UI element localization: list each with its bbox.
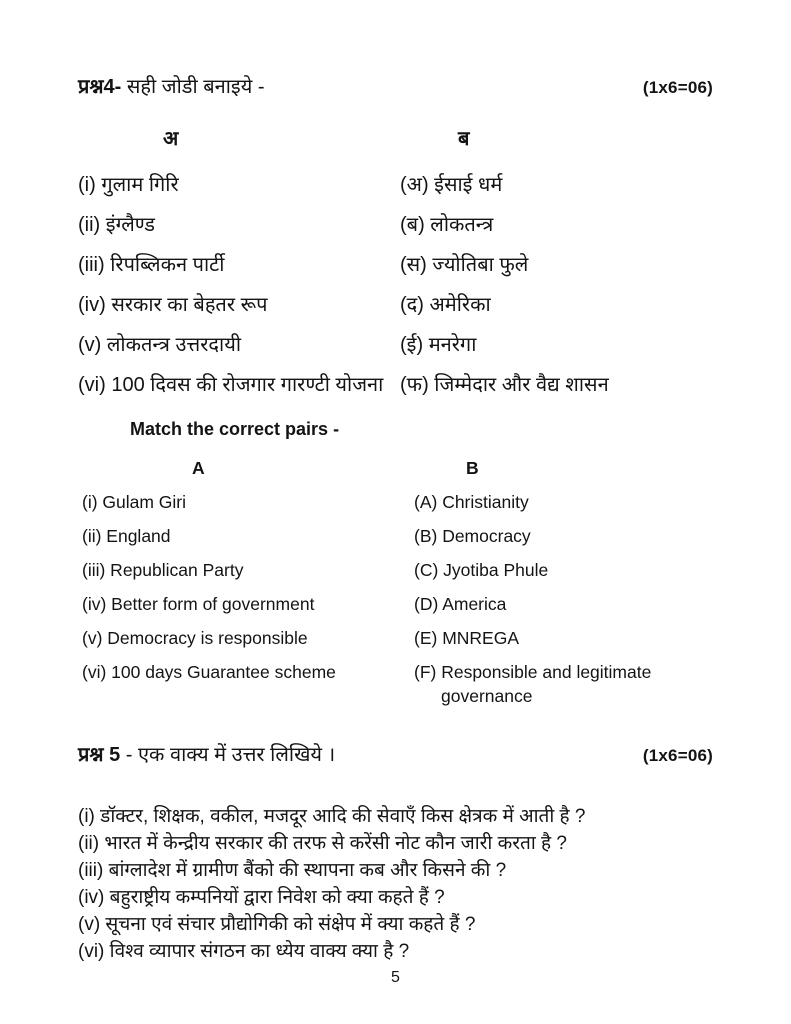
question4-instruction: सही जोडी बनाइये -	[121, 76, 265, 98]
question4-number: प्रश्न4-	[78, 76, 122, 98]
match-en-row-2-left: (ii) England	[82, 526, 171, 546]
match-pairs-english-title: Match the correct pairs -	[130, 419, 340, 439]
q4-row-4-right: (द) अमेरिका	[400, 294, 491, 316]
question5-marks: (1x6=06)	[642, 746, 713, 765]
q4-row-4	[78, 291, 713, 319]
match-en-row-6-right-line2: governance	[441, 686, 533, 706]
match-en-row-3-right: (C) Jyotiba Phule	[414, 560, 549, 580]
q4-row-3-right: (स) ज्योतिबा फुले	[400, 254, 529, 276]
q4-column-b-header: ब	[458, 128, 470, 150]
match-en-row-1-right: (A) Christianity	[414, 492, 529, 512]
question5-header	[78, 740, 713, 767]
match-en-row-3-left: (iii) Republican Party	[82, 560, 244, 580]
match-en-row-5-left: (v) Democracy is responsible	[82, 628, 308, 648]
q4-row-2	[78, 211, 713, 239]
q4-row-6	[78, 371, 713, 399]
match-en-row-6-right-line1: (F) Responsible and legitimate	[414, 662, 652, 682]
q5-question-1: (i) डॉक्टर, शिक्षक, वकील, मजदूर आदि की सेवाएँ किस क्षेत्रक में आती है ?	[78, 806, 586, 827]
match-en-row-4-right: (D) America	[414, 594, 507, 614]
match-en-row-6-right	[414, 660, 713, 708]
page-number: 5	[391, 969, 400, 986]
match-en-row-5	[78, 626, 713, 650]
match-en-row-6-left: (vi) 100 days Guarantee scheme	[82, 662, 336, 682]
question4-header	[78, 72, 713, 99]
q4-row-1	[78, 171, 713, 199]
q4-row-3-left: (iii) रिपब्लिकन पार्टी	[78, 254, 225, 276]
match-en-table	[78, 490, 713, 708]
match-en-row-1-left: (i) Gulam Giri	[82, 492, 187, 512]
match-en-column-a-header: A	[192, 458, 205, 478]
question4-title	[78, 72, 265, 99]
match-en-column-b-header: B	[466, 458, 479, 478]
question4-marks: (1x6=06)	[642, 78, 713, 97]
q4-row-5-left: (v) लोकतन्त्र उत्तरदायी	[78, 334, 242, 356]
question5-title	[78, 740, 335, 767]
match-en-row-4	[78, 592, 713, 616]
q4-column-headers	[78, 125, 713, 153]
match-en-row-4-left: (iv) Better form of government	[82, 594, 315, 614]
q5-question-6: (vi) विश्व व्यापार संगठन का ध्येय वाक्य क्या है ?	[78, 941, 410, 962]
match-en-row-2-right: (B) Democracy	[414, 526, 531, 546]
q4-row-1-left: (i) गुलाम गिरि	[78, 174, 179, 196]
q4-row-5	[78, 331, 713, 359]
q5-question-2: (ii) भारत में केन्द्रीय सरकार की तरफ से करेंसी नोट कौन जारी करता है ?	[78, 833, 567, 854]
question5-instruction: - एक वाक्य में उत्तर लिखिये ।	[120, 744, 336, 766]
q4-row-4-left: (iv) सरकार का बेहतर रूप	[78, 294, 268, 316]
q4-column-a-header: अ	[163, 128, 179, 150]
q5-question-4: (iv) बहुराष्ट्रीय कम्पनियों द्वारा निवेश को क्या कहते हैं ?	[78, 887, 445, 908]
question5-number: प्रश्न 5	[78, 744, 121, 766]
question5-list	[78, 803, 713, 965]
match-en-row-3	[78, 558, 713, 582]
q5-question-5: (v) सूचना एवं संचार प्रौद्योगिकी को संक्षेप में क्या कहते हैं ?	[78, 914, 476, 935]
q4-row-2-right: (ब) लोकतन्त्र	[400, 214, 494, 236]
q4-row-6-right: (फ) जिम्मेदार और वैद्य शासन	[400, 374, 609, 396]
q4-row-6-left: (vi) 100 दिवस की रोजगार गारण्टी योजना	[78, 374, 384, 396]
q4-row-2-left: (ii) इंग्लैण्ड	[78, 214, 155, 236]
match-en-column-headers	[78, 456, 713, 480]
q5-question-3: (iii) बांग्लादेश में ग्रामीण बैंको की स्थापना कब और किसने की ?	[78, 860, 507, 881]
q4-match-table	[78, 171, 713, 399]
q4-row-3	[78, 251, 713, 279]
q4-row-5-right: (ई) मनरेगा	[400, 334, 477, 356]
match-en-row-2	[78, 524, 713, 548]
q4-row-1-right: (अ) ईसाई धर्म	[400, 174, 503, 196]
match-en-row-1	[78, 490, 713, 514]
match-en-row-5-right: (E) MNREGA	[414, 628, 519, 648]
match-en-row-6	[78, 660, 713, 708]
